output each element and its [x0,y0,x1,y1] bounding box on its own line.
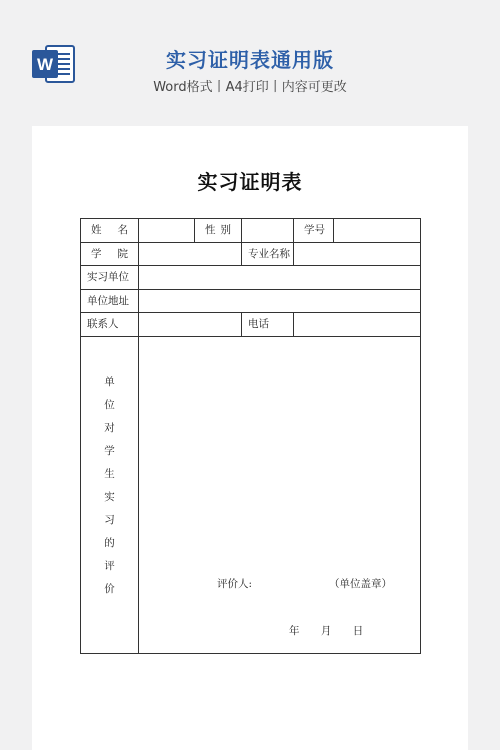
evaluation-label [81,336,139,653]
phone-label: 电话 [242,313,294,337]
date-row [289,620,381,643]
table-row-name [81,219,421,243]
page-title: 实习证明表通用版 [166,48,334,72]
evaluation-label-char: 价 [104,582,115,595]
table-row-evaluation [81,336,421,653]
gender-label: 性 别 [195,219,242,243]
college-label: 学 院 [81,242,139,266]
evaluator-label: 评价人: [217,577,253,590]
contact-label: 联系人 [81,313,139,337]
name-label: 姓 名 [81,219,139,243]
company-field[interactable] [139,266,421,290]
table-row-company [81,266,421,290]
month-label: 月 [320,624,332,637]
address-label: 单位地址 [81,289,139,313]
address-field[interactable] [139,289,421,313]
word-icon-letter: W [36,55,54,74]
college-field[interactable] [139,242,242,266]
evaluation-label-char: 生 [104,467,115,480]
evaluation-label-char: 单 [104,375,115,388]
page-subtitle: Word格式丨A4打印丨内容可更改 [153,80,347,95]
evaluation-label-char: 位 [104,398,115,411]
name-field[interactable] [139,219,195,243]
evaluation-field[interactable] [139,336,421,653]
evaluation-label-char: 习 [104,513,115,526]
day-label: 日 [352,624,364,637]
internship-form-table [80,218,421,654]
header [0,0,500,110]
evaluation-label-char: 评 [104,559,115,572]
company-label: 实习单位 [81,266,139,290]
evaluation-label-char: 学 [104,444,115,457]
year-label: 年 [289,624,300,637]
evaluation-label-char: 对 [104,421,115,434]
contact-field[interactable] [139,313,242,337]
table-row-address [81,289,421,313]
table-row-college [81,242,421,266]
document-page [32,126,468,750]
gender-field[interactable] [242,219,294,243]
evaluation-label-char: 的 [104,536,115,549]
student-id-field[interactable] [334,219,421,243]
phone-field[interactable] [294,313,421,337]
evaluation-label-char: 实 [104,490,115,503]
student-id-label: 学 号 [294,219,334,243]
major-label: 专业名称 [242,242,294,266]
seal-label: （单位盖章） [329,577,392,590]
major-field[interactable] [294,242,421,266]
table-row-contact [81,313,421,337]
form-title: 实习证明表 [197,170,303,194]
